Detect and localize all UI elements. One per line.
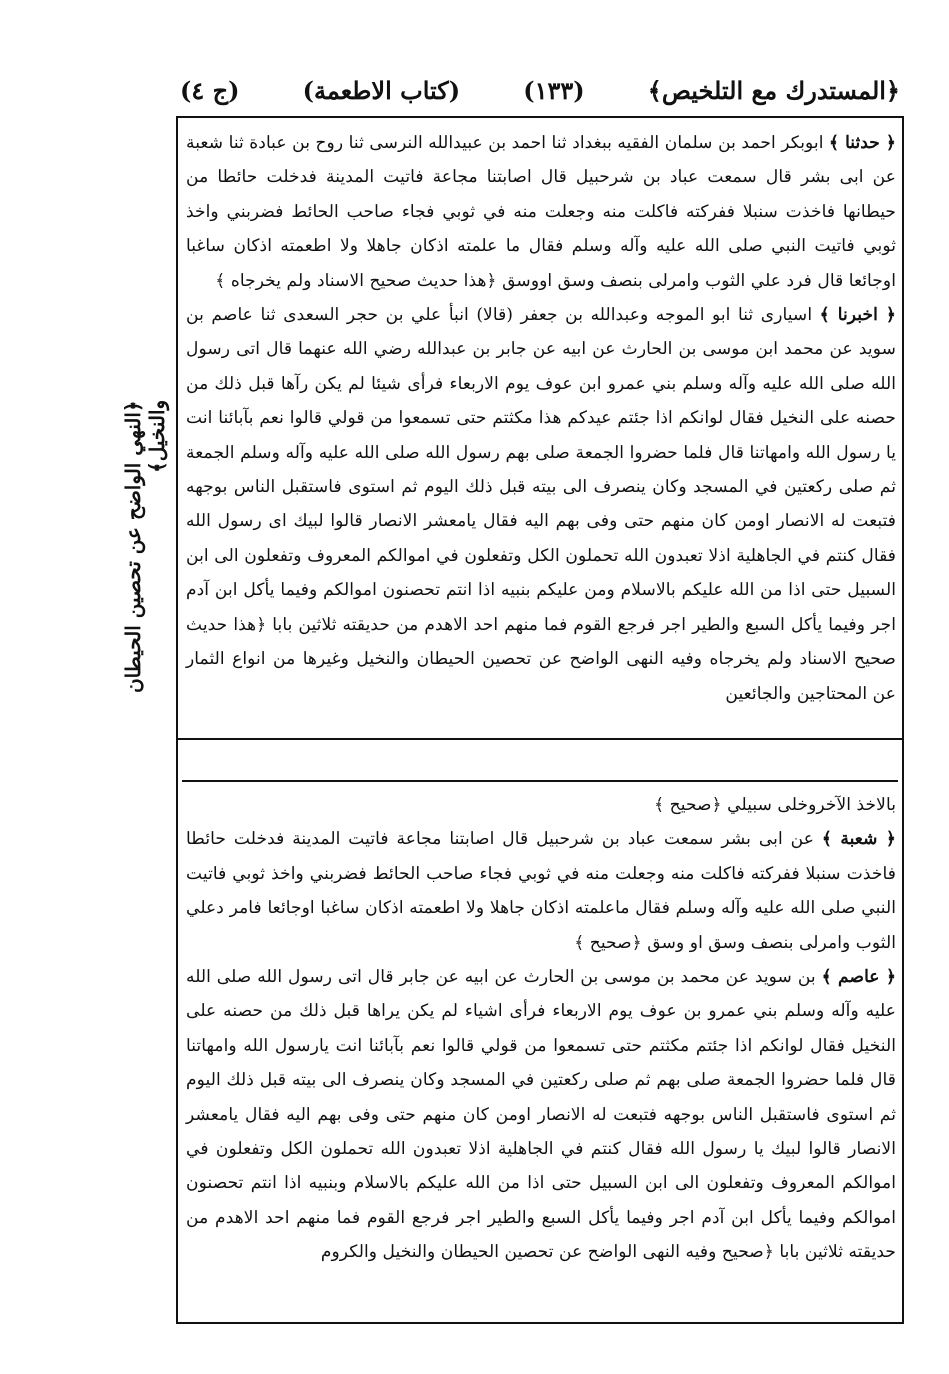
hadith-paragraph-2 [186, 298, 896, 711]
commentary-paragraph-2 [186, 960, 896, 1270]
commentary-text [186, 788, 896, 1270]
commentary-paragraph-0 [186, 788, 896, 822]
header-book-title: ﴿المستدرك مع التلخيص﴾ [647, 75, 900, 105]
commentary-body: بالاخذ الآخروخلى سبيلي ﴿صحيح ﴾ [654, 795, 896, 815]
narrator-lead: ﴿ اخبرنا ﴾ [819, 305, 896, 326]
header-chapter-title: (كتاب الاطعمة) [302, 75, 461, 105]
hadith-body: اسيارى ثنا ابو الموجه وعبدالله بن جعفر (قالا) انبأ علي بن حجر السعدى ثنا عاصم بن سويد عن محمد ابن موسى بن الحارث عن ابيه عن جابر بن عبدالله رضي الله عنهما قال اتى رسول الله صلى الله عليه وآله وسلم بني عمرو ابن عوف يوم الاربعاء فرأى شيئا لم يكن رآها قبل ذلك من حصنه على النخيل فقال لوانكم اذا جئتم عيدكم هذا مكثتم حتى تسمعوا من قولي قالوا نعم بآبائنا انت يا رسول الله وامهاتنا قال فلما حضروا الجمعة صلى بهم رسول الله صلى الله عليه وآله وسلم الجمعة ثم صلى ركعتين في المسجد وكان ينصرف الى بيته قبل ذلك اليوم ثم استوى فاستقبل الناس بوجهه فتبعت له الانصار اومن كان منهم حتى وفى بهم اليه فقال يامعشر الانصار قالوا لبيك اى رسول الله فقال كنتم في الجاهلية اذلا تعبدون الله تحملون الكل وتفعلون في اموالكم المعروف وتفعلون الى ابن السبيل حتى اذا من الله عليكم بالاسلام ومن عليكم بنبيه اذا انتم تحصنون اموالكم وفيما يأكل ابن آدم اجر وفيما يأكل السبع والطير اجر فرجع القوم فما منهم احد الاهدم من حديقته ثلاثين بابا ﴿هذا حديث صحيح الاسناد ولم يخرجاه وفيه النهى الواضح عن تحصين الحيطان والنخيل وغيرها من انواع الثمار عن المحتاجين والجائعين [186, 305, 896, 704]
hadith-body: ابوبكر احمد بن سلمان الفقيه ببغداد ثنا احمد بن عبيدالله النرسى ثنا روح بن عبادة ثنا شعبة عن ابى بشر قال سمعت عباد بن شرحبيل قال اصابتنا مجاعة فاتيت المدينة فدخلت حائطا من حيطانها فاخذت سنبلا ففركته فاكلت منه وجعلت منه في ثوبي فجاء صاحب الحائط فضربني واخذ ثوبي فاتيت النبي صلى الله عليه وآله وسلم فقال ما علمته اذكان جاهلا ولا اطعمته اذكان ساغبا اوجائعا قال فرد علي الثوب وامرلى بنصف وسق اووسق ﴿هذا حديث صحيح الاسناد ولم يخرجاه ﴾ [186, 133, 896, 291]
section-divider [176, 738, 904, 740]
commentary-body: بن سويد عن محمد بن موسى بن الحارث عن ابيه عن جابر قال اتى رسول الله صلى الله عليه وآله وسلم بني عمرو بن عوف يوم الاربعاء فرأى اشياء لم يكن يراها قبل ذلك من حصنه على النخيل فقال لوانكم اذا جئتم مكثتم حتى تسمعوا من قولي قالوا نعم بآبائنا انت يارسول الله وامهاتنا قال فلما حضروا الجمعة صلى بهم ثم صلى ركعتين في المسجد وكان ينصرف الى بيته قبل ذلك اليوم ثم استوى فاستقبل الناس بوجهه فتبعت له الانصار اومن كان منهم حتى وفى بهم اليه فقال يامعشر الانصار قالوا لبيك يا رسول الله فقال كنتم في الجاهلية اذلا تعبدون الله تحملون الكل وتفعلون في اموالكم المعروف وتفعلون الى ابن السبيل حتى اذا من الله عليكم بالاسلام وبنبيه اذا انتم تحصنون اموالكم وفيما يأكل ابن آدم اجر وفيما يأكل السبع والطير اجر فرجع القوم فما منهم احد الاهدم من حديقته ثلاثين بابا ﴿صحيح وفيه النهى الواضح عن تحصين الحيطان والنخيل والكروم [186, 967, 896, 1263]
narrator-lead: ﴿ حدثنا ﴾ [828, 133, 896, 153]
header-page-number: (١٣٣) [523, 75, 585, 105]
header-volume: (ج ٤) [180, 75, 240, 105]
narrator-lead: ﴿ عاصم ﴾ [821, 967, 897, 988]
commentary-rule [182, 780, 898, 782]
commentary-body: عن ابى بشر سمعت عباد بن شرحبيل قال اصابتنا مجاعة فاتيت المدينة فدخلت حائطا فاخذت سنبلا ففركته فاكلت منه وجعلت منه في ثوبي فجاء صاحب الحائط فضربني واخذ ثوبي فاتيت النبي صلى الله عليه وآله وسلم فقال ماعلمته اذكان جاهلا ولا اطعمته اذكان ساغبا اوجائعا فامر دعلي الثوب وامرلى بنصف وسق او وسق ﴿صحيح ﴾ [186, 829, 896, 953]
narrator-lead: ﴿ شعبة ﴾ [821, 829, 896, 850]
main-text [186, 126, 896, 711]
margin-note: ﴿النهي الواضح عن تحصين الحيطان والنخيل﴾ [121, 400, 169, 693]
page-header [180, 68, 900, 112]
commentary-paragraph-1 [186, 822, 896, 960]
hadith-paragraph-1 [186, 126, 896, 298]
